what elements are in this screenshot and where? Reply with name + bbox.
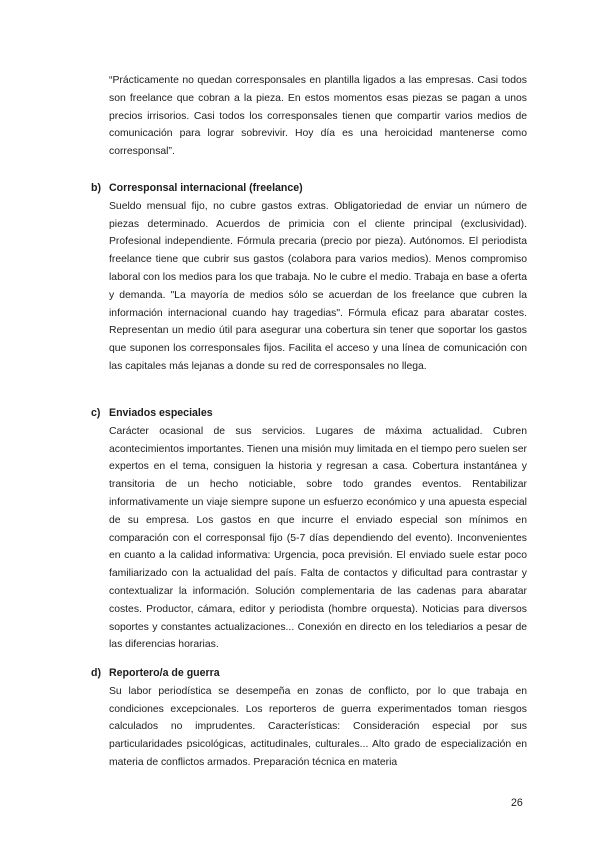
section-title: Reportero/a de guerra xyxy=(109,667,220,679)
section-marker: c) xyxy=(91,407,101,419)
section-reportero-de-guerra xyxy=(91,665,527,772)
quote-paragraph: “Prácticamente no quedan corresponsales en plantilla ligados a las empresas. Casi todos son freelance que cobran a la pieza. En estos momentos esas piezas se pagan a unos precios irrisorios. Casi todos los corresponsales tienen que compartir varios medios de comunicación para lograr sobrevivir. Hoy día es una heroicidad mantenerse como corresponsal”. xyxy=(109,75,527,158)
page-number: 26 xyxy=(511,797,523,809)
section-heading xyxy=(91,665,527,683)
section-marker: b) xyxy=(91,182,101,194)
section-title: Corresponsal internacional (freelance) xyxy=(109,182,303,194)
section-body: Sueldo mensual fijo, no cubre gastos extras. Obligatoriedad de enviar un número de piezas determinado. Acuerdos de primicia con el cliente principal (exclusividad). Profesional independiente. Fórmula precaria (precio por pieza). Autónomos. El periodista freelance tiene que cubrir sus gastos (colabora para varios medios). Menos compromiso laboral con los medios para los que trabaja. No le cubre el medio. Trabaja en base a oferta y demanda. "La mayoría de medios sólo se acuerdan de los freelance que cubren la información internacional cuando hay tragedias". Fórmula eficaz para abaratar costes. Representan un medio útil para asegurar una cobertura sin tener que soportar los gastos que suponen los corresponsales fijos. Facilita el acceso y una línea de comunicación con las capitales más lejanas a donde su red de corresponsales no llega. xyxy=(109,200,527,372)
section-heading xyxy=(91,180,527,198)
section-heading xyxy=(91,405,527,423)
section-corresponsal-internacional xyxy=(91,180,527,376)
section-title: Enviados especiales xyxy=(109,407,213,419)
section-enviados-especiales xyxy=(91,405,527,654)
section-body: Carácter ocasional de sus servicios. Lugares de máxima actualidad. Cubren acontecimientos importantes. Tienen una misión muy limitada en el tiempo pero suelen ser expertos en el tema, consiguen la historia y regresan a casa. Cobertura instantánea y transitoria de un hecho noticiable, sobre todo grandes eventos. Rentabilizar informativamente un viaje siempre supone un esfuerzo económico y una apuesta especial de su empresa. Los gastos en que incurre el enviado especial son mínimos en comparación con el corresponsal fijo (5-7 días dependiendo del evento). Inconvenientes en cuanto a la calidad informativa: Urgencia, poca previsión. El enviado suele estar poco familiarizado con la actualidad del país. Falta de contactos y dificultad para contrastar y contextualizar la información. Solución complementaria de las cadenas para abaratar costes. Productor, cámara, editor y periodista (hombre orquesta). Noticias para diversos soportes y constantes actualizaciones... Conexión en directo en los telediarios a pesar de las diferencias horarias. xyxy=(109,425,527,651)
section-marker: d) xyxy=(91,667,101,679)
section-body: Su labor periodística se desempeña en zonas de conflicto, por lo que trabaja en condiciones excepcionales. Los reporteros de guerra experimentados toman riesgos calculados no imprudentes. Características: Consideración especial por sus particularidades psicológicas, actitudinales, culturales... Alto grado de especialización en materia de conflictos armados. Preparación técnica en materia xyxy=(109,685,527,768)
